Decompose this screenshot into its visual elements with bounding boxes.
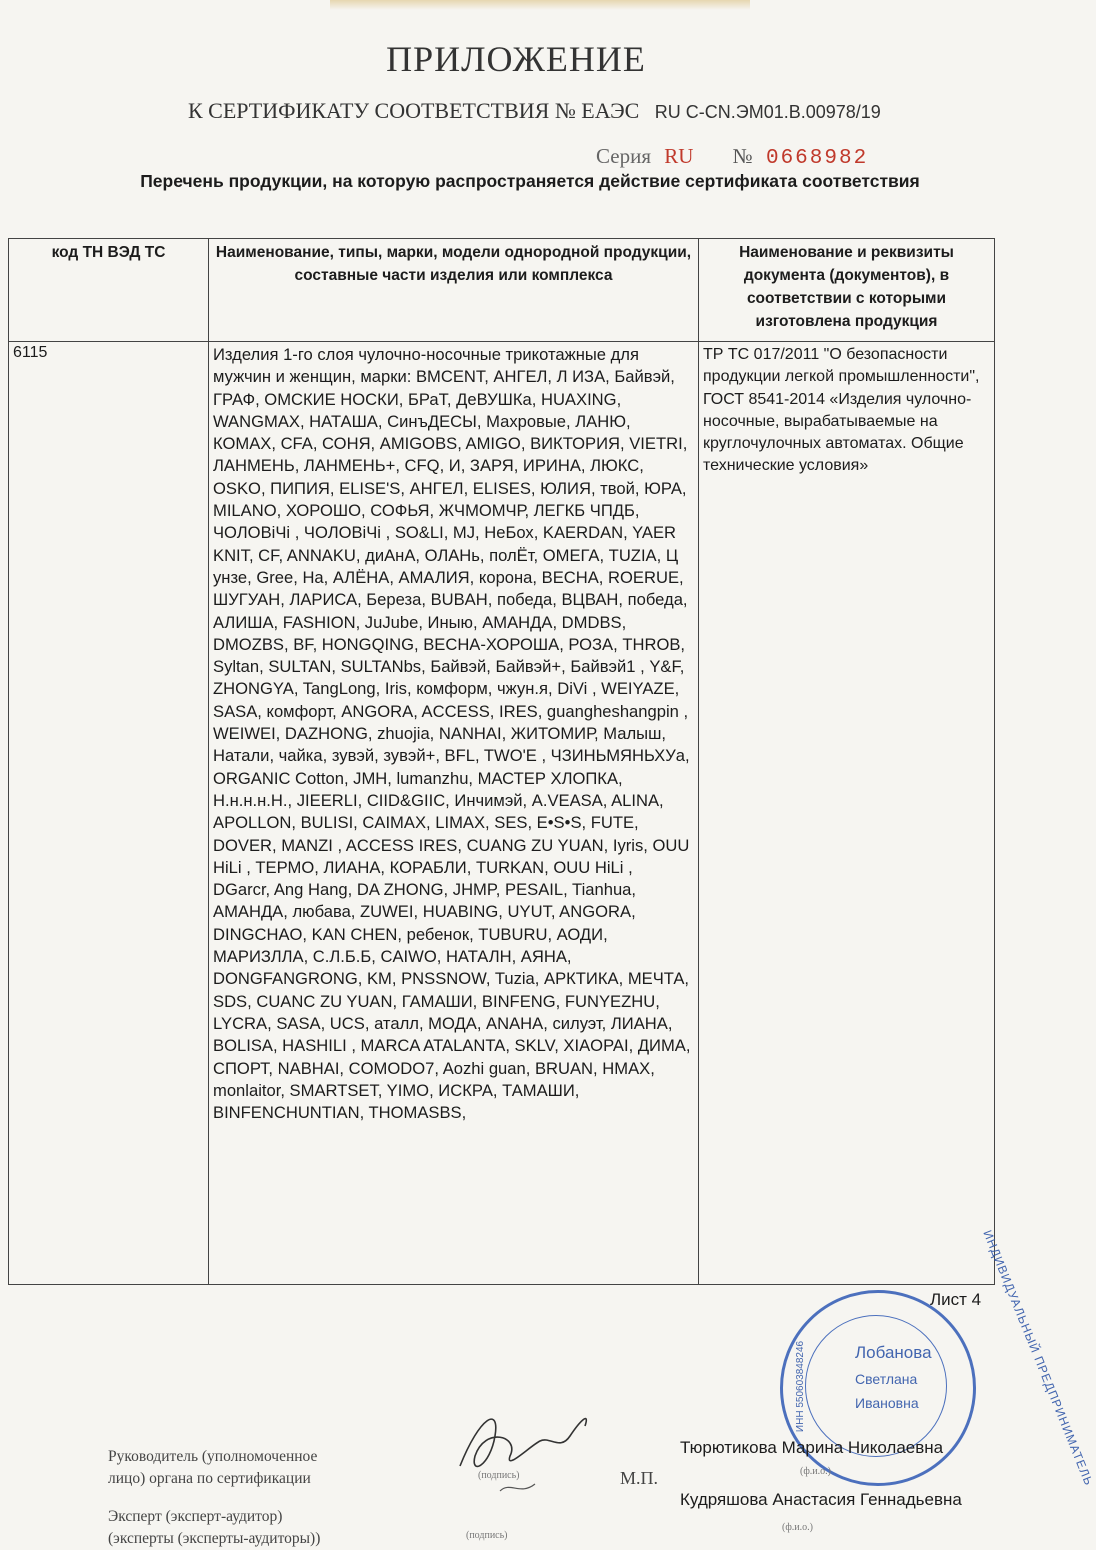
series-label: Серия <box>596 144 651 168</box>
seal-line-3: Ивановна <box>855 1395 919 1411</box>
seal-inn: ИНН 550603848246 <box>795 1340 807 1433</box>
certificate-number: RU C-CN.ЭМ01.В.00978/19 <box>654 102 881 122</box>
expert-label-2: (эксперты (эксперты-аудиторы)) <box>108 1530 321 1547</box>
document-title: ПРИЛОЖЕНИЕ <box>386 39 646 79</box>
table-row <box>9 342 995 1285</box>
header-code: код ТН ВЭД ТС <box>9 239 209 342</box>
seal-line-2: Светлана <box>855 1371 918 1387</box>
signature-caption-2: (подпись) <box>466 1530 508 1541</box>
fio-caption-1: (ф.и.о.) <box>800 1466 831 1477</box>
series-line <box>596 144 868 170</box>
series-value: RU <box>664 144 694 168</box>
head-name: Тюрютикова Марина Николаевна <box>680 1438 944 1457</box>
products-table <box>8 238 995 1285</box>
handwritten-signature <box>440 1396 610 1516</box>
product-code: 6115 <box>9 342 209 1285</box>
seal-place-label: М.П. <box>620 1468 659 1488</box>
certificate-subtitle <box>188 98 881 124</box>
products-heading: Перечень продукции, на которую распространяется действие сертификата соответствия <box>140 171 920 191</box>
seal-ring-text: ИНДИВИДУАЛЬНЫЙ ПРЕДПРИНИМАТЕЛЬ <box>980 1228 1096 1488</box>
subtitle-text: К СЕРТИФИКАТУ СООТВЕТСТВИЯ № ЕАЭС <box>188 98 640 123</box>
table-header-row <box>9 239 995 342</box>
signature-caption-1: (подпись) <box>478 1470 520 1481</box>
head-label-1: Руководитель (уполномоченное <box>108 1448 318 1465</box>
expert-name: Кудряшова Анастасия Геннадьевна <box>680 1490 962 1509</box>
seal-line-1: Лобанова <box>855 1343 932 1362</box>
header-documents: Наименование и реквизиты документа (документов), в соответствии с которыми изготовлена продукция <box>699 239 995 342</box>
header-names: Наименование, типы, марки, модели однородной продукции, составные части изделия или комплекса <box>209 239 699 342</box>
product-names: Изделия 1-го слоя чулочно-носочные трикотажные для мужчин и женщин, марки: BMCENT, АНГЕЛ, Л ИЗА, Байвэй, ГРАФ, ОМСКИЕ НОСКИ, БРаТ, ДеВУШКа, HUAXING, WANGMAX, НАТАША, СинъДЕСЫ, Махровые, ЛАНЮ, КОМАХ, CFA, СОНЯ, AMIGOBS, AMIGO, ВИКТОРИЯ, VIETRI, ЛАНМЕНЬ, ЛАНМЕНЬ+, CFQ, И, ЗАРЯ, ИРИНА, ЛЮКС, OSKO, ПИПИЯ, ELISE'S, АНГЕЛ, ELISES, ЮЛИЯ, твой, ЮРА, MILANO, ХОРОШО, СОФЬЯ, ЖЧМОМЧР, ЛЕГКБ ЧПДБ, ЧОЛОВіЧі , ЧОЛОВіЧі , SO&LI, MJ, НеБох, KAERDAN, YAER KNIT, CF, ANNAKU, диАнА, ОЛАНь, полЁт, ОМЕГА, TUZIA, Ц унзе, Gree, На, АЛЁНА, АМАЛИЯ, корона, ВЕСНА, ROERUE, ШУГУАН, ЛАРИСА, Береза, BUBAH, победа, ВЦВАН, победа, АЛИША, FASHION, JuJube, Иныю, АМАНДА, DMDBS, DMOZBS, BF, HONGQING, ВЕСНА-ХОРОША, РОЗА, THROB, Syltan, SULTAN, SULTANbs, Байвэй, Байвэй+, Байвэй1 , Y&F, ZHONGYA, TangLong, Iris, комформ, чжун.я, DiVi , WEIYAZE, SASA, комфорт, ANGORA, ACCESS, IRES, guangheshangpin , WEIWEI, DAZHONG, zhuojia, NANHAI, ЖИТОМИР, Малыш, Натали, чайка, зувэй, зувэй+, BFL, TWO'E , ЧЗИНЬМЯНЬХУа, ORGANIC Cotton, JMH, lumanzhu, МАСТЕР ХЛОПКА, Н.н.н.н.Н., JIEERLI, CIID&GIIC, Инчимэй, A.VEASA, ALINA, APOLLON, BULISI, CAIMAX, LIMAX, SES, E•S•S, FUTE, DOVER, MANZI , ACCESS IRES, CUANG ZU YUAN, Iyris, OUU HiLi , ТЕРМО, ЛИАНА, КОРАБЛИ, TURKAN, OUU HiLi , DGarcr, Ang Hang, DA ZHONG, JHMP, PESAIL, Tianhua, АМАНДА, любава, ZUWEI, HUABING, UYUT, ANGORA, DINGCHAO, KAN CHEN, ребенок, TUBURU, АОДИ, МАРИЗЛЛА, С.Л.Б.Б, CAIWO, НАТАЛН, АЯНА, DONGFANGRONG, KM, PNSSNOW, Tuzia, АРКТИКА, МЕЧТА, SDS, CUANC ZU YUAN, ГАМАШИ, BINFENG, FUNYEZHU, LYCRA, SASA, UCS, аталл, МОДА, АNАНА, силуэт, ЛИАНА, BOLISA, HASHILI , MARCA ATALANTA, SKLV, XIAOPAI, ДИМА, СПОРТ, NABHAI, COMODO7, Aozhi guan, BRUAN, HMAX, monlaitor, SMARTSET, YIMO, ИСКРА, ТАМАШИ, BINFENCHUNTIAN, THOMASBS, <box>209 342 699 1285</box>
sheet-number: Лист 4 <box>930 1290 982 1309</box>
top-edge-strip <box>330 0 750 10</box>
form-number: 0668982 <box>765 147 869 170</box>
number-label: № <box>732 144 753 168</box>
product-documents: ТР ТС 017/2011 "О безопасности продукции легкой промышленности", ГОСТ 8541-2014 «Изделия чулочно-носочные, вырабатываемые на круглочулочных автоматах. Общие технические условия» <box>699 342 995 1285</box>
head-label-2: лицо) органа по сертификации <box>108 1470 311 1487</box>
fio-caption-2: (ф.и.о.) <box>782 1522 813 1533</box>
expert-label-1: Эксперт (эксперт-аудитор) <box>108 1508 283 1525</box>
